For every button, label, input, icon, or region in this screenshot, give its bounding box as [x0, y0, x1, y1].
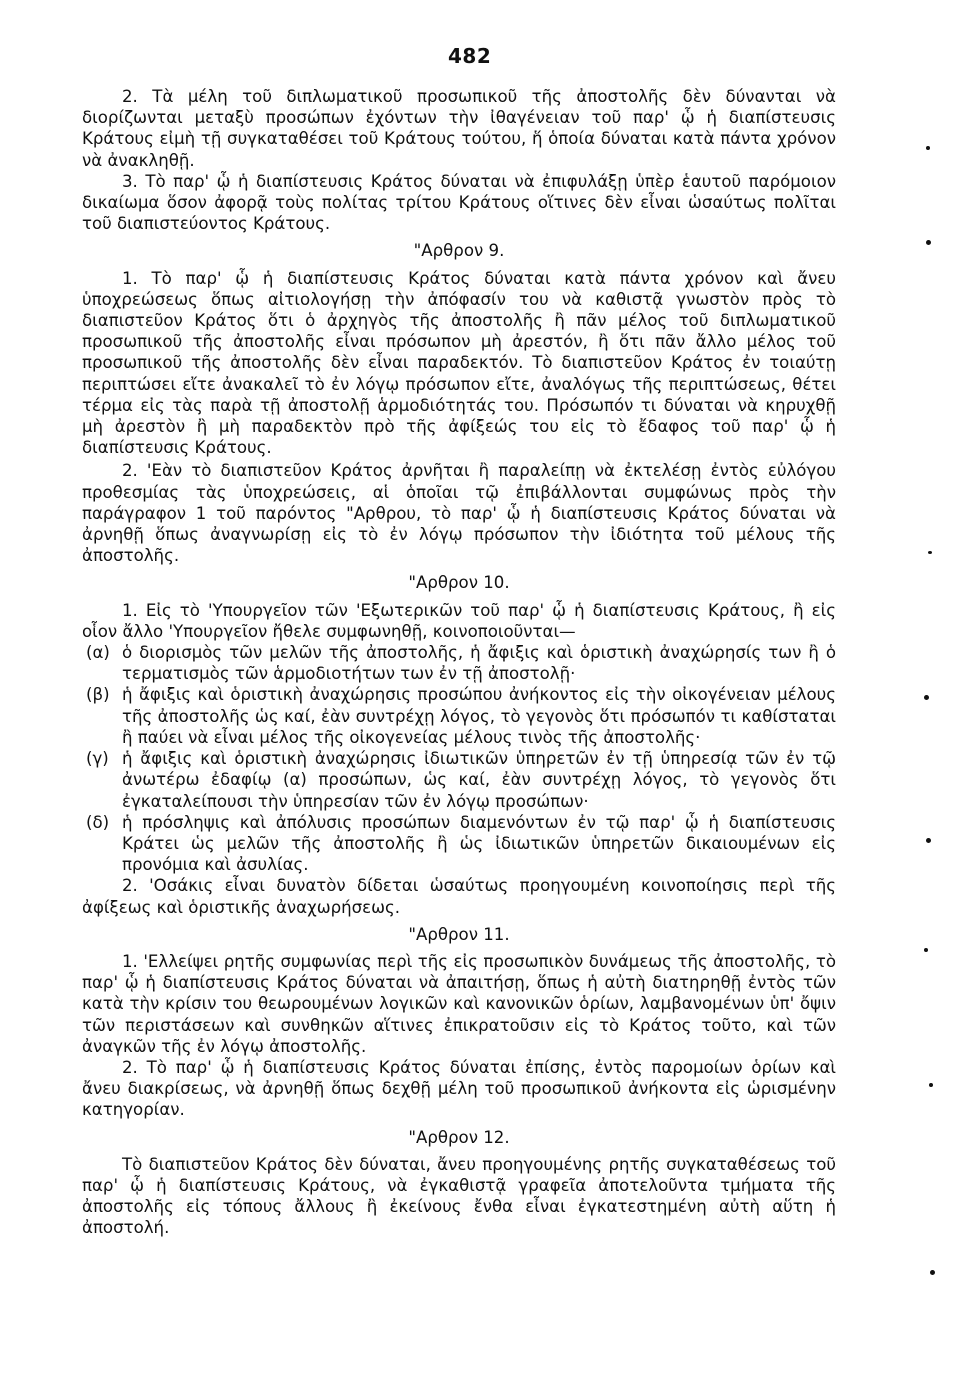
list-item-text: ἡ ἄφιξις καὶ ὁριστικὴ ἀναχώρησις ἰδιωτικῶν ὑπηρετῶν ἐν τῇ ὑπηρεσίᾳ τῶν ἐν τῷ ἀνωτέρω ἐδαφίῳ (α) προσώπων, ὡς καί, ἐὰν συντρέχῃ λόγος, τὸ γεγονὸς ὅτι ἐγκαταλείπουσι τὴν ὑπηρεσίαν τῶν ἐν λόγῳ προσώπων·: [122, 749, 836, 811]
list-item-c: [82, 748, 836, 812]
scan-speck: [928, 551, 932, 554]
scan-speck: [926, 146, 930, 150]
scan-speck: [930, 1270, 935, 1275]
list-item-marker: (δ): [86, 812, 110, 832]
article-heading-10: "Αρθρον 10.: [408, 573, 510, 593]
article-heading-11: "Αρθρον 11.: [408, 924, 510, 944]
scan-speck: [929, 1083, 933, 1087]
paragraph-art9-2: 2. 'Εὰν τὸ διαπιστεῦον Κράτος ἀρνῆται ἢ παραλείπῃ νὰ ἐκτελέσῃ ἐντὸς εὐλόγου προθεσμίας τὰς ὑποχρεώσεις, αἱ ὁποῖαι τῷ ἐπιβάλλονται συμφώνως πρὸς τὴν παράγραφον 1 τοῦ παρόντος "Αρθρου, τὸ παρ' ᾧ ἡ διαπίστευσις Κράτος δύναται νὰ ἀρνηθῇ ὅπως ἀναγνωρίσῃ εἰς τὸ ἐν λόγῳ πρόσωπον τὴν ἰδιότητα τοῦ μέλους τῆς ἀποστολῆς.: [82, 461, 836, 566]
paragraph-art10-1: 1. Εἰς τὸ 'Υπουργεῖον τῶν 'Εξωτερικῶν τοῦ παρ' ᾧ ἡ διαπίστευσις Κράτους, ἢ εἰς οἷον ἄλλο 'Υπουργεῖον ἤθελε συμφωνηθῇ, κοινοποιοῦνται—: [82, 600, 836, 641]
paragraph-art9-1: 1. Τὸ παρ' ᾧ ἡ διαπίστευσις Κράτος δύναται κατὰ πάντα χρόνον καὶ ἄνευ ὑποχρεώσεως ὅπως αἰτιολογήσῃ τὴν ἀπόφασίν του νὰ καθιστᾷ γνωστὸν πρὸς τὸ διαπιστεῦον Κράτος ὅτι ὁ ἀρχηγὸς τῆς ἀποστολῆς ἢ πᾶν μέλος τοῦ διπλωματικοῦ προσωπικοῦ τῆς ἀποστολῆς εἶναι πρόσωπον μὴ ἀρεστόν, ἢ ὅτι πᾶν ἄλλο μέλος τοῦ προσωπικοῦ τῆς ἀποστολῆς δὲν εἶναι παραδεκτόν. Τὸ διαπιστεῦον Κράτος ἐν τοιαύτῃ περιπτώσει εἴτε ἀνακαλεῖ τὸ ἐν λόγῳ πρόσωπον εἴτε, ἀναλόγως τῆς περιπτώσεως, θέτει τέρμα εἰς τὰς παρὰ τῇ ἀποστολῇ ἁρμοδιότητάς του. Πρόσωπόν τι δύναται νὰ κηρυχθῇ μὴ ἀρεστὸν ἢ μὴ παραδεκτὸν πρὸ τῆς ἀφίξεώς του εἰς τὸ ἔδαφος τοῦ παρ' ᾧ ἡ διαπίστευσις Κράτους.: [82, 268, 836, 458]
list-item-marker: (α): [86, 643, 110, 663]
scan-speck: [926, 838, 931, 843]
paragraph-art8-2: 2. Τὰ μέλη τοῦ διπλωματικοῦ προσωπικοῦ τῆς ἀποστολῆς δὲν δύνανται νὰ διορίζωνται μεταξὺ προσώπων ἐχόντων τὴν ἰθαγένειαν τοῦ παρ' ᾧ ἡ διαπίστευσις Κράτους εἰμὴ τῇ συγκαταθέσει τοῦ Κράτους τούτου, ἥ ὁποία δύναται κατὰ πάντα χρόνον νὰ ἀνακληθῇ.: [82, 87, 836, 170]
article-heading-9: "Αρθρον 9.: [413, 241, 505, 261]
list-item-d: [82, 812, 836, 876]
document-body: [82, 86, 836, 1239]
paragraph-art12: Τὸ διαπιστεῦον Κράτος δὲν δύναται, ἄνευ προηγουμένης ρητῆς συγκαταθέσεως τοῦ παρ' ᾧ ἡ διαπίστευσις Κράτους, νὰ ἐγκαθιστᾷ γραφεῖα ἀποτελοῦντα τμήματα τῆς ἀποστολῆς εἰς τόπους ἄλλους ἢ ἐκείνους ἔνθα εἶναι ἐγκατεστημένη αὐτὴ αὕτη ἡ ἀποστολή.: [82, 1154, 836, 1238]
paragraph-art8-3: 3. Τὸ παρ' ᾧ ἡ διαπίστευσις Κράτος δύναται νὰ ἐπιφυλάξῃ ὑπὲρ ἑαυτοῦ παρόμοιον δικαίωμα ὅσον ἀφορᾷ τοὺς πολίτας τρίτου Κράτους οἵτινες δὲν εἶναι ὡσαύτως πολῖται τοῦ διαπιστεύοντος Κράτους.: [82, 171, 836, 234]
list-item-text: ἡ ἄφιξις καὶ ὁριστικὴ ἀναχώρησις προσώπου ἀνήκοντος εἰς τὴν οἰκογένειαν μέλους τῆς ἀποστολῆς ὡς καί, ἐὰν συντρέχῃ λόγος, τὸ γεγονὸς ὅτι πρόσωπόν τι καθίσταται ἢ παύει νὰ εἶναι μέλος τῆς οἰκογενείας μέλους τινὸς τῆς ἀποστολῆς·: [122, 685, 836, 747]
list-item-marker: (β): [86, 685, 110, 705]
list-item-text: ἡ πρόσληψις καὶ ἀπόλυσις προσώπων διαμενόντων ἐν τῷ παρ' ᾧ ἡ διαπίστευσις Κράτει ὡς μελῶν τῆς ἀποστολῆς ἢ ὡς ἰδιωτικῶν ὑπηρετῶν δικαιουμένων εἰς προνόμια καὶ ἀσυλίας.: [122, 812, 836, 875]
scan-speck: [926, 240, 931, 245]
list-item-b: [82, 684, 836, 748]
paragraph-art11-2: 2. Τὸ παρ' ᾧ ἡ διαπίστευσις Κράτος δύναται ἐπίσης, ἐντὸς παρομοίων ὁρίων καὶ ἄνευ διακρίσεως, νὰ ἀρνηθῇ ὅπως δεχθῇ μέλη τοῦ προσωπικοῦ ἀνήκοντα εἰς ὡρισμένην κατηγορίαν.: [82, 1057, 836, 1120]
page-number: 482: [448, 44, 492, 68]
paragraph-art11-1: 1. 'Ελλείψει ρητῆς συμφωνίας περὶ τῆς εἰς προσωπικὸν δυνάμεως τῆς ἀποστολῆς, τὸ παρ' ᾧ ἡ διαπίστευσις Κράτος δύναται νὰ ἀπαιτήσῃ, ὅπως ἡ αὐτὴ διατηρηθῇ ἐντὸς τῶν κατὰ τὴν κρίσιν του θεωρουμένων λογικῶν καὶ κανονικῶν ὁρίων, λαμβανομένων ὑπ' ὄψιν τῶν περιστάσεων καὶ συνθηκῶν αἵτινες ἐπικρατοῦσιν εἰς τὸ Κράτος τοῦτο, καὶ τῶν ἀναγκῶν τῆς ἐν λόγῳ ἀποστολῆς.: [82, 951, 836, 1056]
scan-speck: [924, 948, 928, 952]
list-item-marker: (γ): [86, 749, 109, 769]
list-item-a: [82, 642, 836, 684]
scan-speck: [924, 695, 929, 700]
paragraph-art10-2: 2. 'Οσάκις εἶναι δυνατὸν δίδεται ὡσαύτως προηγουμένη κοινοποίησις περὶ τῆς ἀφίξεως καὶ ὁριστικῆς ἀναχωρήσεως.: [82, 876, 836, 917]
article-heading-12: "Αρθρον 12.: [408, 1127, 510, 1147]
list-item-text: ὁ διορισμὸς τῶν μελῶν τῆς ἀποστολῆς, ἡ ἄφιξις καὶ ὁριστικὴ ἀναχώρησίς των ἢ ὁ τερματισμὸς τῶν ἁρμοδιοτήτων των ἐν τῇ ἀποστολῇ·: [122, 643, 836, 684]
